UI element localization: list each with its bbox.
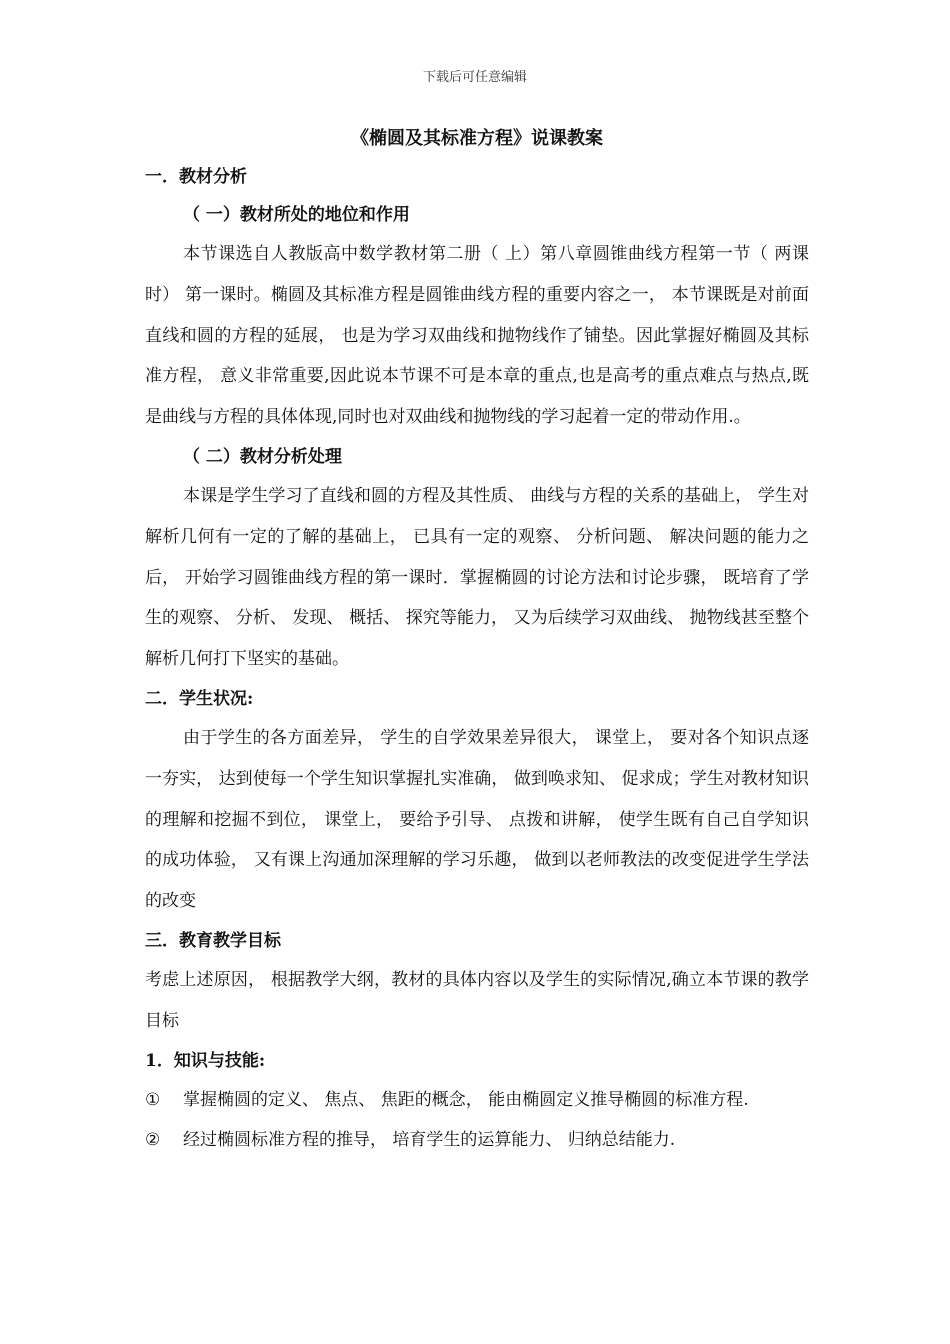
section-heading-3: 三．教育教学目标	[145, 930, 281, 951]
paragraph-teaching-goals: 考虑上述原因， 根据教学大纲，教材的具体内容以及学生的实际情况,确立本节课的教学目标	[145, 969, 809, 1031]
list-item-number: ①	[145, 1089, 161, 1110]
paragraph-student-situation: 由于学生的各方面差异， 学生的自学效果差异很大， 课堂上， 要对各个知识点逐一夯实， 达到使每一个学生知识掌握扎实准确， 做到唤求知、 促求成；学生对教材知识的理解和挖掘不到位， 课堂上， 要给予引导、 点拨和讲解， 使学生既有自己自学知识的成功体验， 又有课上沟通加深理解的学习乐趣， 做到以老师教法的改变促进学生学法的改变	[145, 727, 809, 912]
list-item-text: 经过椭圆标准方程的推导， 培育学生的运算能力、 归纳总结能力.	[183, 1130, 676, 1151]
subsection-heading-3-1: 1．知识与技能:	[145, 1050, 266, 1071]
document-title: 《椭圆及其标准方程》说课教案	[351, 128, 603, 149]
paragraph-material-analysis: 本课是学生学习了直线和圆的方程及其性质、 曲线与方程的关系的基础上， 学生对解析几何有一定的了解的基础上， 已具有一定的观察、 分析问题、 解决问题的能力之后， 开始学习圆锥曲线方程的第一课时．掌握椭圆的讨论方法和讨论步骤， 既培育了学生的观察、 分析、 发现、 概括、 探究等能力， 又为后续学习双曲线、 抛物线甚至整个解析几何打下坚实的基础。	[145, 485, 809, 670]
paragraph-position-role: 本节课选自人教版高中数学教材第二册（ 上）第八章圆锥曲线方程第一节（ 两课时） 第一课时。椭圆及其标准方程是圆锥曲线方程的重要内容之一， 本节课既是对前面直线和圆的方程的延展， 也是为学习双曲线和抛物线作了铺垫。因此掌握好椭圆及其标准方程， 意义非常重要,因此说本节课不可是本章的重点,也是高考的重点难点与热点,既是曲线与方程的具体体现,同时也对双曲线和抛物线的学习起着一定的带动作用.。	[145, 244, 809, 428]
header-note: 下载后可任意编辑	[422, 70, 527, 85]
document-body	[145, 122, 809, 1161]
list-item	[145, 1120, 809, 1161]
subsection-heading-1-1: （ 一）教材所处的地位和作用	[183, 205, 410, 225]
list-item	[145, 1080, 809, 1121]
section-heading-2: 二．学生状况:	[145, 688, 254, 709]
subsection-heading-1-2: （ 二）教材分析处理	[183, 446, 342, 467]
list-item-number: ②	[145, 1130, 161, 1151]
list-item-text: 掌握椭圆的定义、 焦点、 焦距的概念， 能由椭圆定义推导椭圆的标准方程.	[183, 1089, 749, 1110]
section-heading-1: 一．教材分析	[145, 167, 247, 187]
